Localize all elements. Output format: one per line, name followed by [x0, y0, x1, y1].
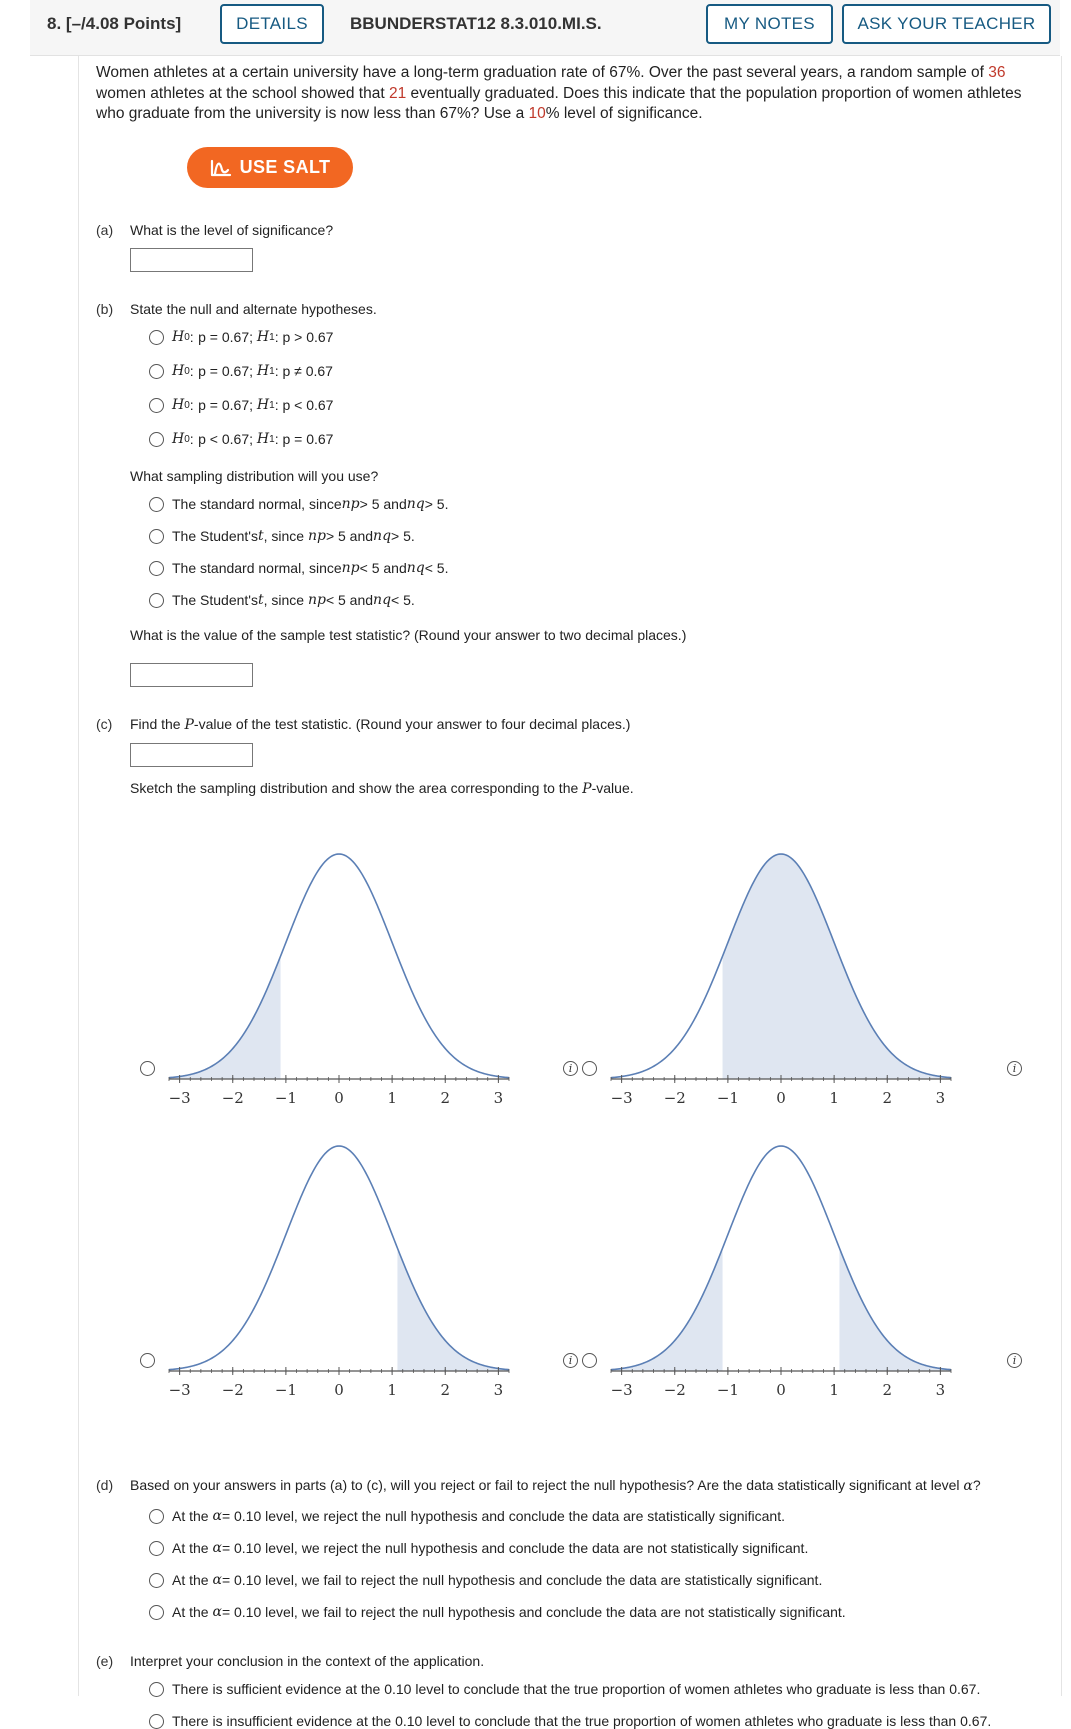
radio-button[interactable] [149, 529, 164, 544]
part-a-label: (a) [96, 222, 114, 238]
distribution-option[interactable]: The standard normal, since np < 5 and nq < 5. [149, 560, 448, 576]
tick-label: 3 [493, 1089, 504, 1107]
conclusion-option[interactable]: At the α = 0.10 level, we reject the null hypothesis and conclude the data are statistically significant. [149, 1508, 785, 1524]
sample-size: 36 [988, 64, 1006, 81]
tick-label: 0 [334, 1381, 344, 1399]
info-icon[interactable]: i [1007, 1353, 1022, 1368]
tick-label: −2 [221, 1381, 244, 1399]
significance-input[interactable] [130, 248, 253, 272]
question-header [30, 0, 1060, 56]
graph-two-tail[interactable] [591, 1106, 971, 1416]
radio-button[interactable] [149, 1509, 164, 1524]
shaded-area [611, 1248, 723, 1371]
sketch-instruction: Sketch the sampling distribution and show the area corresponding to the P-value. [130, 780, 634, 797]
test-statistic-question: What is the value of the sample test statistic? (Round your answer to two decimal places.) [130, 627, 687, 643]
ask-your-teacher-button[interactable]: ASK YOUR TEACHER [842, 4, 1051, 44]
part-b-question: State the null and alternate hypotheses. [130, 301, 377, 317]
tick-label: 3 [935, 1381, 946, 1399]
normal-curve [611, 1146, 951, 1370]
problem-code: BBUNDERSTAT12 8.3.010.MI.S. [350, 14, 602, 33]
part-e-question: Interpret your conclusion in the context of the application. [130, 1653, 485, 1669]
tick-label: 3 [493, 1381, 504, 1399]
tick-label: −3 [610, 1381, 633, 1399]
distribution-question: What sampling distribution will you use? [130, 468, 379, 484]
my-notes-button[interactable]: MY NOTES [706, 4, 833, 44]
radio-button[interactable] [149, 1541, 164, 1556]
interpretation-option[interactable]: There is insufficient evidence at the 0.10 level to conclude that the true proportion of women athletes who graduate is less than 0.67. [149, 1713, 991, 1729]
question-number: 8. [–/4.08 Points] [47, 14, 182, 33]
graph-right-of-neg[interactable] [591, 814, 971, 1124]
radio-button[interactable] [149, 593, 164, 608]
normal-curve [169, 1146, 509, 1370]
interpretation-option[interactable]: There is sufficient evidence at the 0.10 level to conclude that the true proportion of women athletes who graduate is less than 0.67. [149, 1681, 980, 1697]
tick-label: 2 [440, 1089, 451, 1107]
question-body [78, 56, 1062, 1729]
radio-button[interactable] [149, 364, 164, 379]
tick-label: −2 [663, 1089, 686, 1107]
info-icon[interactable]: i [1007, 1061, 1022, 1076]
p-value-input[interactable] [130, 743, 253, 767]
tick-label: 3 [935, 1089, 946, 1107]
radio-button[interactable] [149, 1573, 164, 1588]
shaded-area [839, 1248, 951, 1371]
part-d-label: (d) [96, 1477, 114, 1493]
distribution-option[interactable]: The standard normal, since np > 5 and nq > 5. [149, 496, 448, 512]
radio-button[interactable] [149, 1714, 164, 1729]
conclusion-option[interactable]: At the α = 0.10 level, we fail to reject the null hypothesis and conclude the data are not statistically significant. [149, 1604, 846, 1620]
tick-label: 1 [829, 1089, 839, 1107]
tick-label: −1 [716, 1089, 739, 1107]
radio-button[interactable] [149, 330, 164, 345]
graph-left-tail[interactable] [149, 814, 529, 1124]
tick-label: −2 [221, 1089, 244, 1107]
problem-text: Women athletes at a certain university have a long-term graduation rate of 67%. Over the past several years, a random sample of 36 women athletes at the school showed that 21 eventually graduated. Does this indicate that the population proportion of women athletes who graduate from the university is now less than 67%? Use a 10% level of significance. [96, 64, 1022, 122]
graduated-count: 21 [388, 84, 407, 102]
radio-button[interactable] [149, 497, 164, 512]
conclusion-option[interactable]: At the α = 0.10 level, we reject the null hypothesis and conclude the data are not statistically significant. [149, 1540, 808, 1556]
part-c-question: Find the P-value of the test statistic. (Round your answer to four decimal places.) [130, 716, 631, 733]
tick-label: −1 [716, 1381, 739, 1399]
tick-label: 2 [882, 1089, 893, 1107]
graph-right-tail[interactable] [149, 1106, 529, 1416]
shaded-area [397, 1248, 509, 1371]
details-button[interactable]: DETAILS [220, 4, 324, 44]
hypothesis-option[interactable]: H 0 : p = 0.67 ; H 1 : p > 0.67 [149, 329, 333, 345]
test-statistic-input[interactable] [130, 663, 253, 687]
tick-label: 1 [387, 1381, 397, 1399]
use-salt-label: USE SALT [239, 157, 331, 177]
hypothesis-option[interactable]: H 0 : p = 0.67 ; H 1 : p < 0.67 [149, 397, 333, 413]
hypothesis-option[interactable]: H 0 : p < 0.67 ; H 1 : p = 0.67 [149, 431, 333, 447]
part-e-label: (e) [96, 1653, 114, 1669]
hypothesis-option[interactable]: H 0 : p = 0.67 ; H 1 : p ≠ 0.67 [149, 363, 333, 379]
radio-button[interactable] [149, 1605, 164, 1620]
part-d-question: Based on your answers in parts (a) to (c), will you reject or fail to reject the null hypothesis? Are the data statistically significant at level α? [130, 1477, 981, 1494]
salt-icon [210, 158, 232, 178]
distribution-option[interactable]: The Student's t , since np > 5 and nq > 5. [149, 528, 415, 544]
info-icon[interactable]: i [563, 1061, 578, 1076]
normal-curve [169, 854, 509, 1078]
tick-label: 0 [334, 1089, 344, 1107]
tick-label: 0 [776, 1381, 786, 1399]
significance-value: 10 [528, 105, 546, 122]
tick-label: 2 [440, 1381, 451, 1399]
tick-label: −1 [274, 1089, 297, 1107]
points-label: [–/4.08 Points] [65, 14, 182, 33]
tick-label: −3 [610, 1089, 633, 1107]
radio-button[interactable] [149, 561, 164, 576]
info-icon[interactable]: i [563, 1353, 578, 1368]
radio-button[interactable] [149, 1682, 164, 1697]
tick-label: 0 [776, 1089, 786, 1107]
tick-label: −2 [663, 1381, 686, 1399]
radio-button[interactable] [149, 432, 164, 447]
part-c-label: (c) [96, 716, 113, 732]
tick-label: −1 [274, 1381, 297, 1399]
conclusion-option[interactable]: At the α = 0.10 level, we fail to reject the null hypothesis and conclude the data are statistically significant. [149, 1572, 822, 1588]
shaded-area [723, 854, 951, 1079]
tick-label: 2 [882, 1381, 893, 1399]
part-a-question: What is the level of significance? [130, 222, 334, 238]
shaded-area [169, 956, 281, 1079]
tick-label: 1 [829, 1381, 839, 1399]
part-b-label: (b) [96, 301, 114, 317]
tick-label: −3 [168, 1089, 191, 1107]
distribution-option[interactable]: The Student's t , since np < 5 and nq < 5. [149, 592, 415, 608]
radio-button[interactable] [149, 398, 164, 413]
tick-label: −3 [168, 1381, 191, 1399]
tick-label: 1 [387, 1089, 397, 1107]
use-salt-button[interactable] [187, 147, 353, 188]
